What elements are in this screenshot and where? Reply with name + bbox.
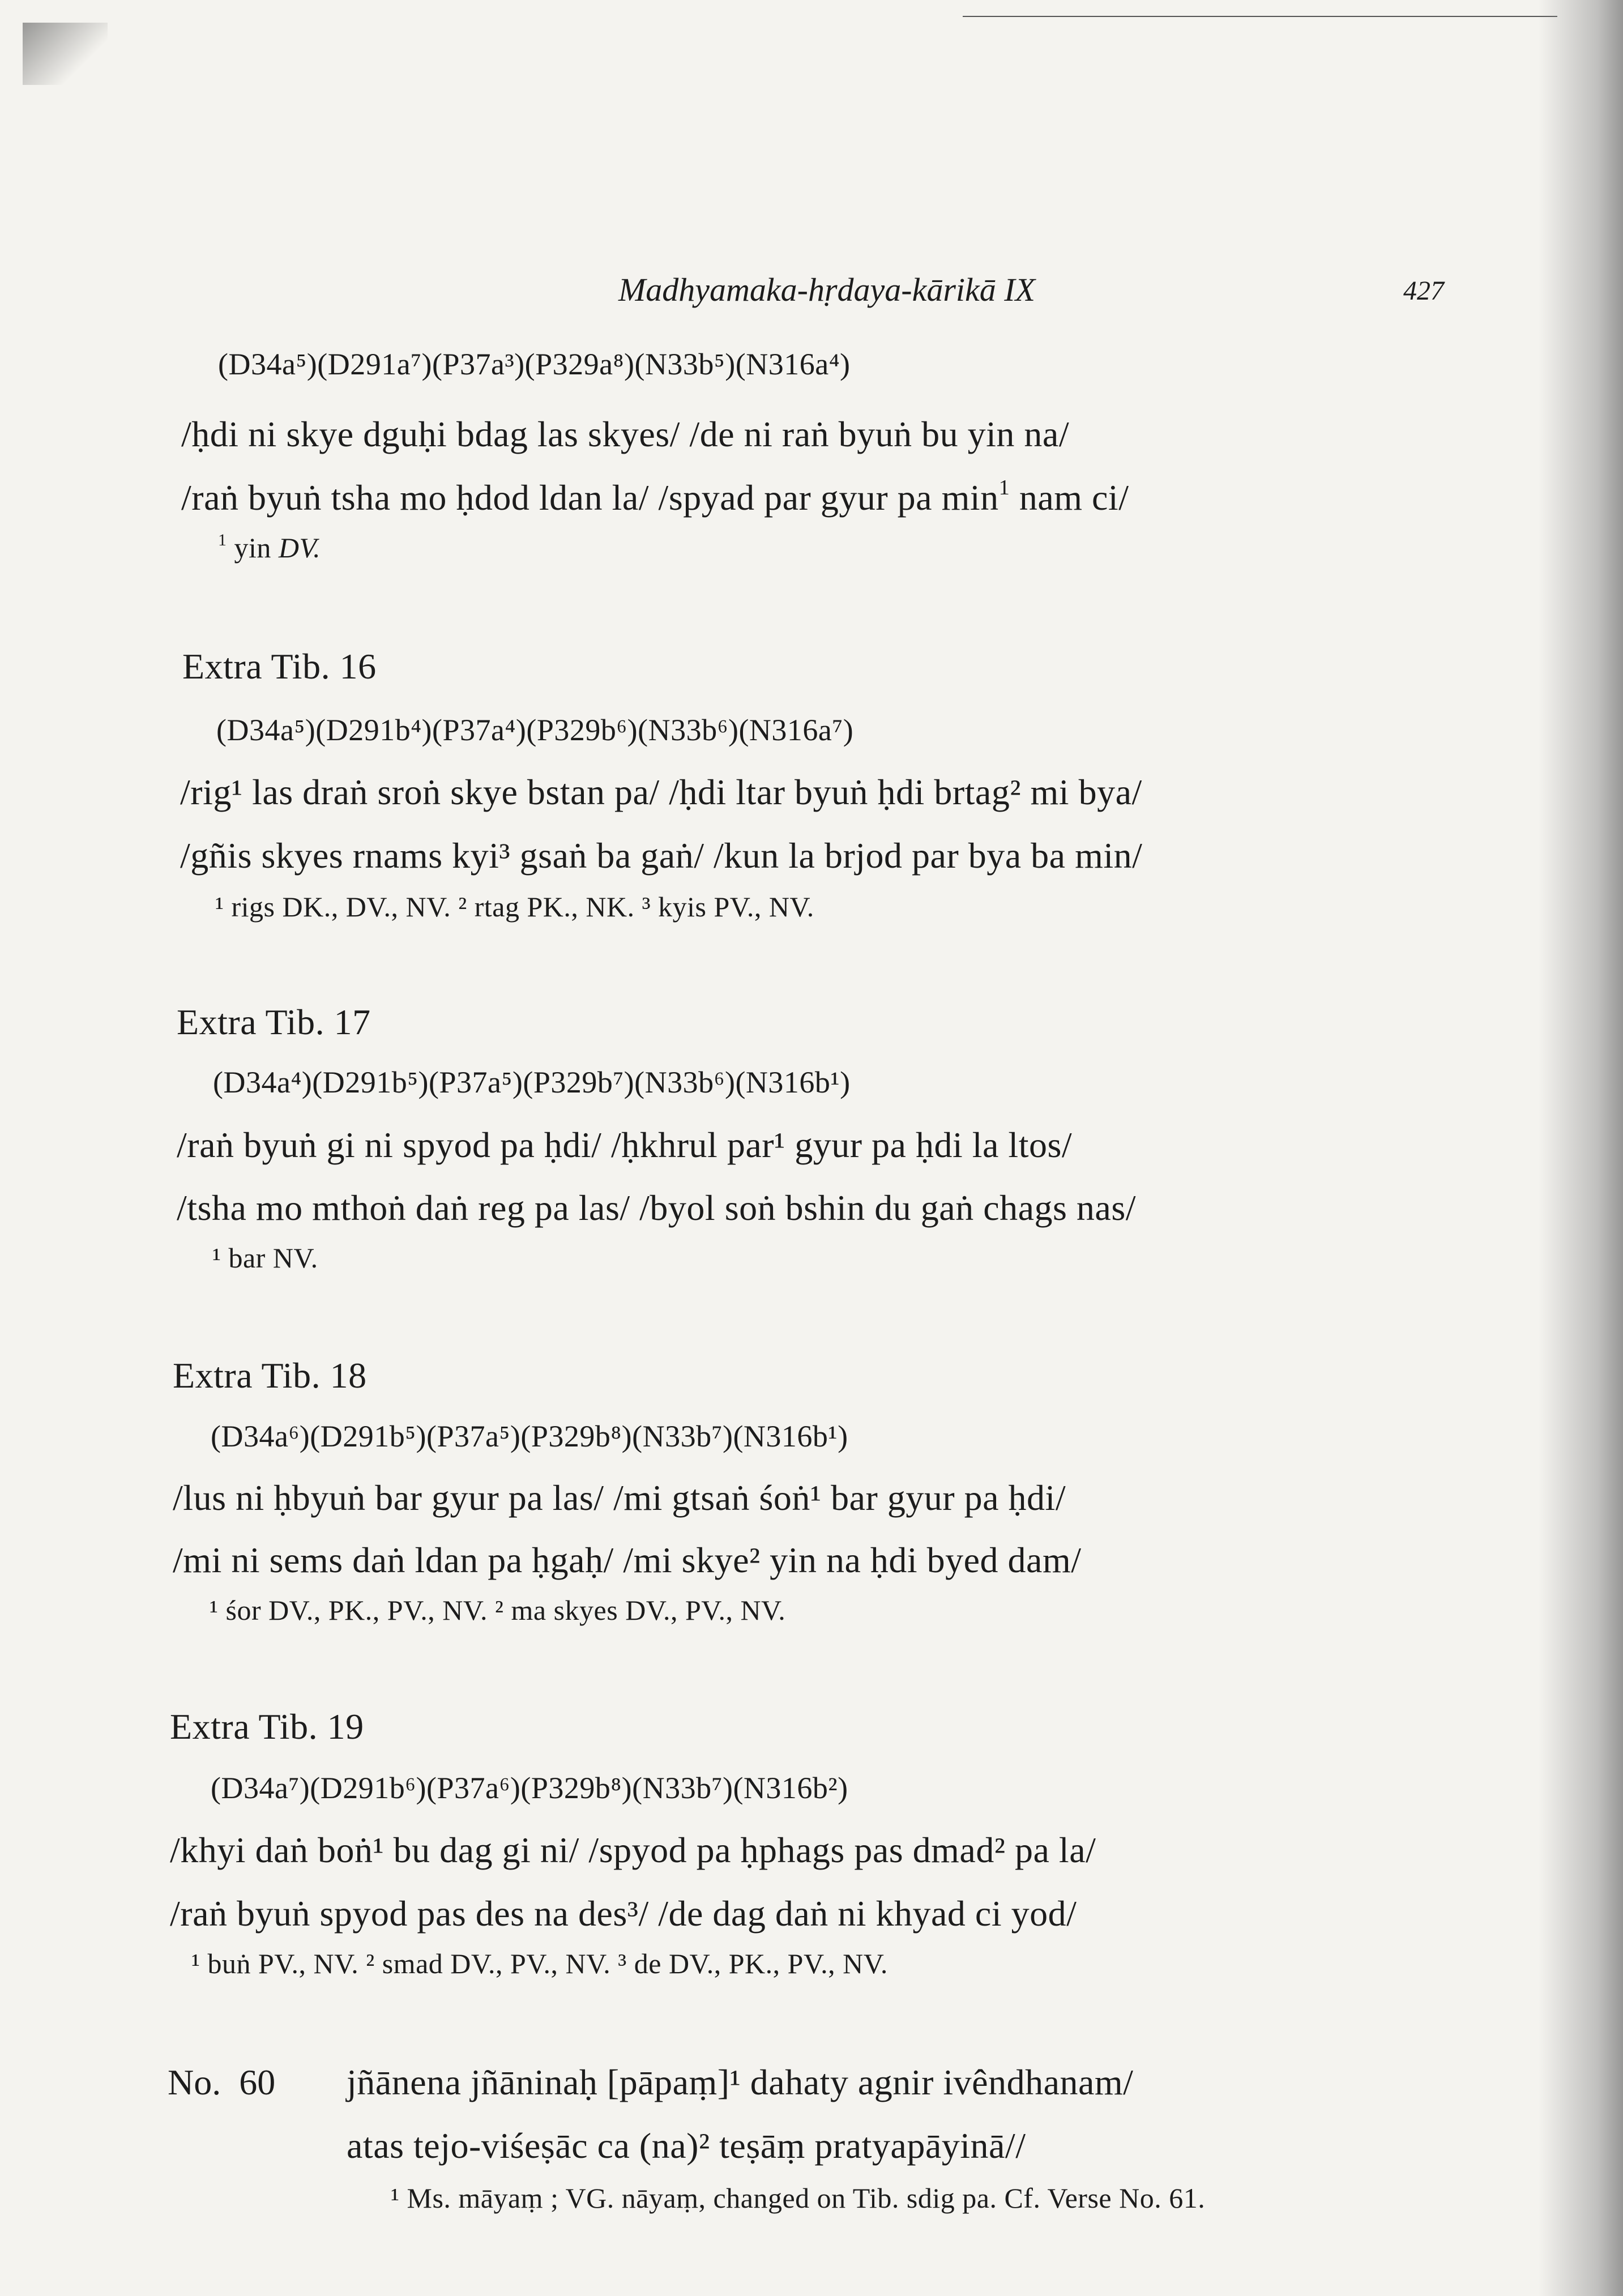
manuscript-refs: (D34a⁵)(D291b⁴)(P37a⁴)(P329b⁶)(N33b⁶)(N316a⁷): [216, 713, 854, 747]
section-heading: Extra Tib. 16: [182, 646, 377, 686]
manuscript-refs: (D34a⁶)(D291b⁵)(P37a⁵)(P329b⁸)(N33b⁷)(N316b¹): [211, 1419, 848, 1453]
running-title: Madhyamaka-hṛdaya-kārikā IX: [618, 271, 1036, 308]
verse-line-2: /raṅ byuṅ spyod pas des na des³/ /de dag daṅ ni khyad ci yod/: [170, 1893, 1077, 1934]
page-number: 427: [1403, 276, 1444, 306]
verse-line-2: /tsha mo mthoṅ daṅ reg pa las/ /byol soṅ bshin du gaṅ chags nas/: [177, 1188, 1136, 1228]
scan-corner-artifact: [23, 23, 108, 85]
footnote: $^1$ yin DV.: [218, 531, 321, 564]
verse-line-2: atas tejo-viśeṣāc ca (na)² teṣāṃ pratyapāyinā//: [347, 2126, 1026, 2166]
verse-line-1: /lus ni ḥbyuṅ bar gyur pa las/ /mi gtsaṅ śoṅ¹ bar gyur pa ḥdi/: [173, 1478, 1066, 1518]
manuscript-refs: (D34a⁷)(D291b⁶)(P37a⁶)(P329b⁸)(N33b⁷)(N316b²): [211, 1771, 848, 1805]
verse-line-1: /ḥdi ni skye dguḥi bdag las skyes/ /de ni raṅ byuṅ bu yin na/: [181, 414, 1070, 454]
section-heading: Extra Tib. 19: [170, 1706, 364, 1747]
footnote: ¹ bar NV.: [212, 1242, 318, 1274]
verse-line-2: /mi ni sems daṅ ldan pa ḥgaḥ/ /mi skye² yin na ḥdi byed dam/: [173, 1540, 1082, 1580]
verse-line-2: /raṅ byuṅ tsha mo ḥdod ldan la/ /spyad par gyur pa $\min^1$ nam ci/: [181, 476, 1129, 518]
verse-line-1: jñānena jñāninaḥ [pāpaṃ]¹ dahaty agnir ivêndhanam/: [347, 2062, 1134, 2102]
section-heading: Extra Tib. 18: [173, 1355, 367, 1395]
section-heading: Extra Tib. 17: [177, 1002, 371, 1042]
verse-number-label: No. 60: [168, 2062, 276, 2102]
footnote: ¹ buṅ PV., NV. ² smad DV., PV., NV. ³ de DV., PK., PV., NV.: [191, 1948, 888, 1979]
verse-line-1: /rig¹ las draṅ sroṅ skye bstan pa/ /ḥdi ltar byuṅ ḥdi brtag² mi bya/: [180, 772, 1142, 812]
manuscript-refs: (D34a⁵)(D291a⁷)(P37a³)(P329a⁸)(N33b⁵)(N316a⁴): [218, 347, 851, 381]
footnote: ¹ Ms. māyaṃ ; VG. nāyaṃ, changed on Tib. sdig pa. Cf. Verse No. 61.: [391, 2182, 1206, 2214]
verse-line-1: /khyi daṅ boṅ¹ bu dag gi ni/ /spyod pa ḥphags pas dmad² pa la/: [170, 1830, 1096, 1870]
footnote: ¹ śor DV., PK., PV., NV. ² ma skyes DV., PV., NV.: [210, 1594, 786, 1626]
scan-top-rule: [963, 16, 1557, 17]
verse-line-1: /raṅ byuṅ gi ni spyod pa ḥdi/ /ḥkhrul par¹ gyur pa ḥdi la ltos/: [177, 1125, 1073, 1165]
running-header: [0, 271, 1623, 316]
footnote: ¹ rigs DK., DV., NV. ² rtag PK., NK. ³ kyis PV., NV.: [215, 891, 814, 923]
verse-line-2: /gñis skyes rnams kyi³ gsaṅ ba gaṅ/ /kun la brjod par bya ba min/: [180, 835, 1143, 876]
manuscript-refs: (D34a⁴)(D291b⁵)(P37a⁵)(P329b⁷)(N33b⁶)(N316b¹): [213, 1065, 851, 1099]
scan-edge-shadow: [1538, 0, 1623, 2296]
